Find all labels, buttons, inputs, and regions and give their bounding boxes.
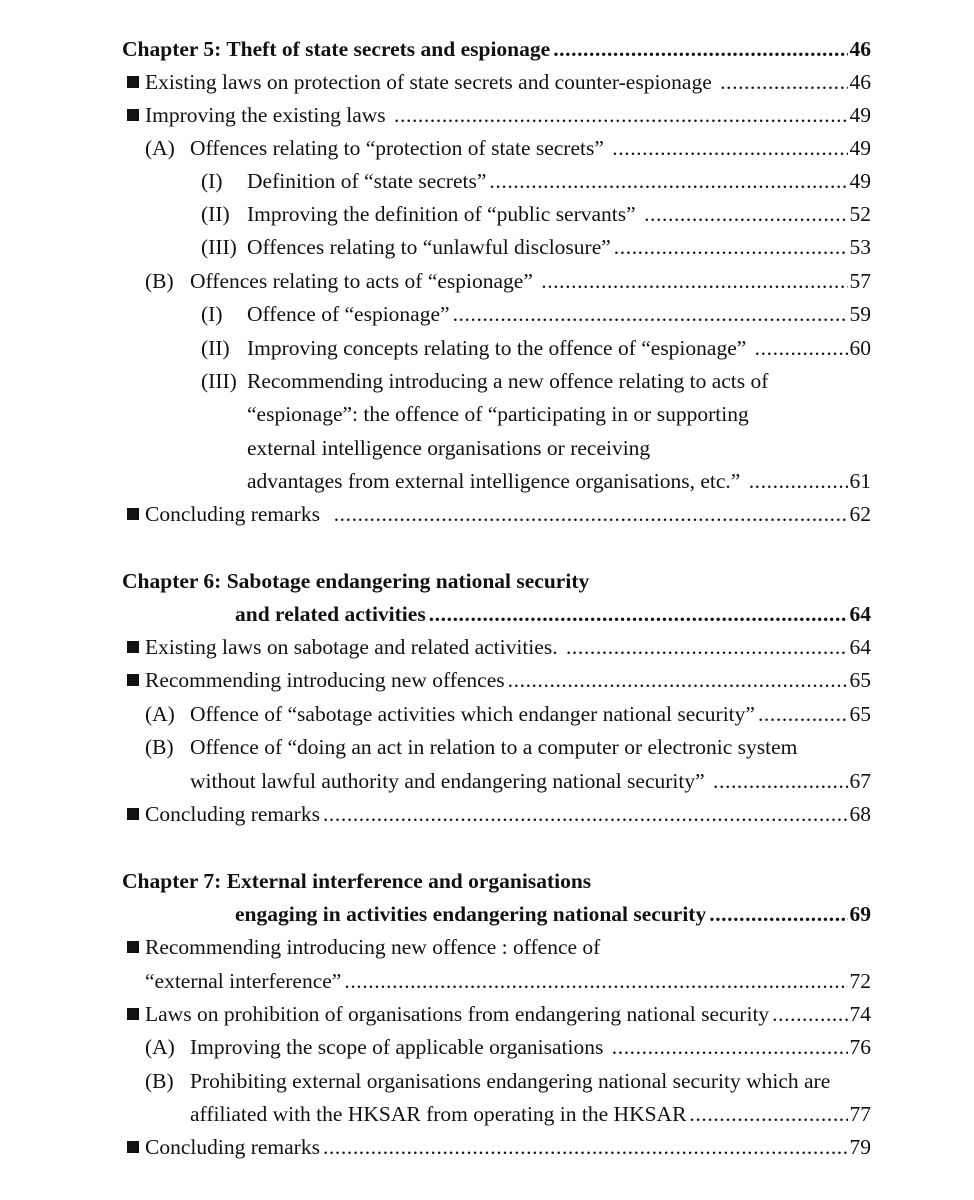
page-number: 67 bbox=[849, 769, 871, 793]
entry-text: Offences relating to acts of “espionage” bbox=[190, 269, 539, 293]
entry-text: Definition of “state secrets” bbox=[247, 169, 487, 193]
entry-label: (A) bbox=[145, 702, 175, 726]
chapter-title-line-2: engaging in activities endangering national security bbox=[235, 902, 707, 926]
entry-label: (B) bbox=[145, 1069, 174, 1093]
toc-entry-existing-laws-state-secrets[interactable] bbox=[0, 66, 974, 99]
entry-text: Improving the existing laws bbox=[145, 103, 392, 127]
entry-text-line-1: Recommending introducing a new offence relating to acts of bbox=[247, 369, 769, 393]
entry-text-line-1: Recommending introducing new offence : offence of bbox=[145, 935, 601, 959]
entry-label: (B) bbox=[145, 269, 174, 293]
entry-text-line-2: “espionage”: the offence of “participating in or supporting bbox=[247, 402, 749, 426]
chapter-title: Chapter 5: Theft of state secrets and espionage bbox=[122, 37, 551, 61]
entry-text-line-2: “external interference” bbox=[145, 969, 342, 993]
leader-dots bbox=[566, 631, 848, 664]
chapter-title-line-2: and related activities bbox=[235, 602, 426, 626]
leader-dots bbox=[614, 231, 848, 264]
leader-dots bbox=[689, 1098, 847, 1131]
page-number: 49 bbox=[849, 103, 871, 127]
entry-label: (I) bbox=[201, 302, 223, 326]
page-number: 49 bbox=[849, 169, 871, 193]
entry-text: Laws on prohibition of organisations from endangering national security bbox=[145, 1002, 770, 1026]
entry-text: Improving concepts relating to the offence of “espionage” bbox=[247, 336, 752, 360]
bullet-square-icon bbox=[127, 808, 139, 820]
toc-entry-chapter-5[interactable] bbox=[0, 33, 974, 66]
leader-dots bbox=[453, 298, 848, 331]
entry-text: Recommending introducing new offences bbox=[145, 668, 505, 692]
bullet-square-icon bbox=[127, 1008, 139, 1020]
entry-label: (II) bbox=[201, 202, 230, 226]
entry-label: (III) bbox=[201, 369, 237, 393]
bullet-square-icon bbox=[127, 674, 139, 686]
leader-dots bbox=[553, 33, 847, 66]
toc-entry-new-offences[interactable] bbox=[0, 664, 974, 697]
bullet-square-icon bbox=[127, 76, 139, 88]
page-number: 74 bbox=[849, 1002, 871, 1026]
leader-dots bbox=[749, 465, 848, 498]
page-number: 64 bbox=[849, 602, 871, 626]
toc-entry-6a[interactable] bbox=[0, 698, 974, 731]
entry-text: Offence of “sabotage activities which endanger national security” bbox=[190, 702, 755, 726]
leader-dots bbox=[612, 132, 847, 165]
leader-dots bbox=[713, 765, 847, 798]
leader-dots bbox=[644, 198, 847, 231]
entry-text-line-1: Prohibiting external organisations endangering national security which are bbox=[190, 1069, 831, 1093]
page-number: 62 bbox=[849, 502, 871, 526]
entry-label: (II) bbox=[201, 336, 230, 360]
page-number: 69 bbox=[849, 902, 871, 926]
page-number: 79 bbox=[849, 1135, 871, 1159]
entry-text-line-1: Offence of “doing an act in relation to a computer or electronic system bbox=[190, 735, 798, 759]
entry-text-line-3: external intelligence organisations or receiving bbox=[247, 436, 651, 460]
bullet-square-icon bbox=[127, 641, 139, 653]
page-number: 60 bbox=[849, 336, 871, 360]
toc-entry-existing-laws-sabotage[interactable] bbox=[0, 631, 974, 664]
toc-entry-5a-ii[interactable] bbox=[0, 198, 974, 231]
page-number: 53 bbox=[849, 235, 871, 259]
toc-entry-7a[interactable] bbox=[0, 1031, 974, 1064]
toc-entry-5a[interactable] bbox=[0, 132, 974, 165]
page-number: 65 bbox=[849, 702, 871, 726]
entry-text: Improving the scope of applicable organisations bbox=[190, 1035, 609, 1059]
bullet-square-icon bbox=[127, 109, 139, 121]
page-number: 65 bbox=[849, 668, 871, 692]
leader-dots bbox=[429, 598, 848, 631]
toc-entry-prohibition-of-organisations[interactable] bbox=[0, 998, 974, 1031]
leader-dots bbox=[772, 998, 847, 1031]
entry-text-line-4: advantages from external intelligence organisations, etc.” bbox=[247, 469, 746, 493]
page-number: 59 bbox=[849, 302, 871, 326]
toc-entry-5a-i[interactable] bbox=[0, 165, 974, 198]
leader-dots bbox=[720, 66, 847, 99]
leader-dots bbox=[508, 664, 848, 697]
bullet-square-icon bbox=[127, 1141, 139, 1153]
entry-text: Offence of “espionage” bbox=[247, 302, 450, 326]
page-number: 61 bbox=[849, 469, 871, 493]
entry-text-line-2: affiliated with the HKSAR from operating in the HKSAR bbox=[190, 1102, 687, 1126]
toc-entry-concluding-remarks-6[interactable] bbox=[0, 798, 974, 831]
page-number: 72 bbox=[849, 969, 871, 993]
entry-text: Existing laws on protection of state secrets and counter-espionage bbox=[145, 70, 718, 94]
page-number: 46 bbox=[849, 70, 871, 94]
leader-dots bbox=[758, 698, 848, 731]
entry-text: Offences relating to “protection of state secrets” bbox=[190, 136, 610, 160]
page-number: 57 bbox=[849, 269, 871, 293]
bullet-square-icon bbox=[127, 508, 139, 520]
page-number: 49 bbox=[849, 136, 871, 160]
leader-dots bbox=[709, 898, 847, 931]
leader-dots bbox=[394, 99, 847, 132]
toc-entry-concluding-remarks-7[interactable] bbox=[0, 1131, 974, 1164]
entry-text: Concluding remarks bbox=[145, 502, 331, 526]
leader-dots bbox=[489, 165, 847, 198]
leader-dots bbox=[323, 1131, 848, 1164]
page-number: 64 bbox=[849, 635, 871, 659]
page-number: 77 bbox=[849, 1102, 871, 1126]
entry-label: (III) bbox=[201, 235, 237, 259]
leader-dots bbox=[344, 965, 847, 998]
entry-text-line-2: without lawful authority and endangering national security” bbox=[190, 769, 711, 793]
entry-text: Concluding remarks bbox=[145, 802, 320, 826]
entry-label: (I) bbox=[201, 169, 223, 193]
page-number: 76 bbox=[849, 1035, 871, 1059]
entry-label: (A) bbox=[145, 1035, 175, 1059]
toc-entry-5b[interactable] bbox=[0, 265, 974, 298]
entry-label: (A) bbox=[145, 136, 175, 160]
bullet-square-icon bbox=[127, 941, 139, 953]
page-number: 52 bbox=[849, 202, 871, 226]
toc-entry-5a-iii[interactable] bbox=[0, 231, 974, 264]
toc-entry-5b-ii[interactable] bbox=[0, 332, 974, 365]
entry-text: Concluding remarks bbox=[145, 1135, 320, 1159]
entry-label: (B) bbox=[145, 735, 174, 759]
chapter-title-line-1: Chapter 6: Sabotage endangering national security bbox=[122, 569, 590, 593]
leader-dots bbox=[334, 498, 848, 531]
leader-dots bbox=[755, 332, 848, 365]
leader-dots bbox=[541, 265, 847, 298]
page-number: 68 bbox=[849, 802, 871, 826]
chapter-title-line-1: Chapter 7: External interference and organisations bbox=[122, 869, 592, 893]
entry-text: Improving the definition of “public servants” bbox=[247, 202, 642, 226]
toc-entry-concluding-remarks-5[interactable] bbox=[0, 498, 974, 531]
page-number: 46 bbox=[849, 37, 871, 61]
entry-text: Existing laws on sabotage and related activities. bbox=[145, 635, 563, 659]
leader-dots bbox=[612, 1031, 848, 1064]
leader-dots bbox=[323, 798, 848, 831]
entry-text: Offences relating to “unlawful disclosure” bbox=[247, 235, 611, 259]
toc-entry-5b-i[interactable] bbox=[0, 298, 974, 331]
toc-entry-improving-existing-laws[interactable] bbox=[0, 99, 974, 132]
